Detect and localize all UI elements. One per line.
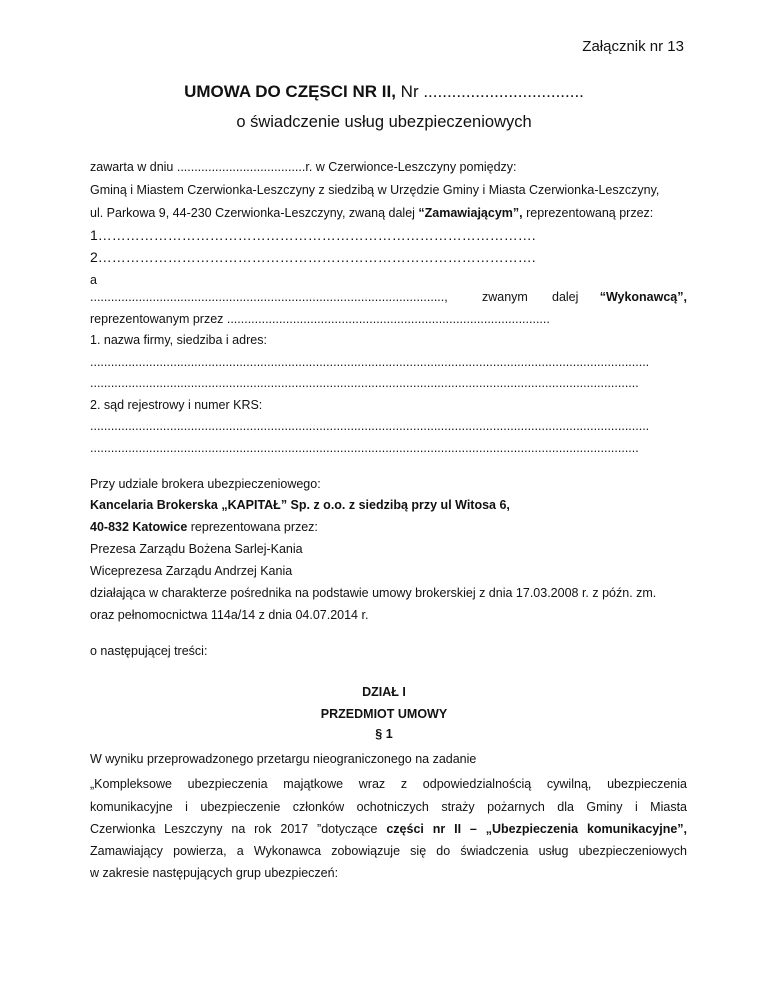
annex-label: Załącznik nr 13	[582, 38, 684, 55]
broker-basis-1: działająca w charakterze pośrednika na podstawie umowy brokerskiej z dnia 17.03.2008 r. z późn. zm.	[90, 586, 657, 600]
section-line-3: komunikacyjne i ubezpieczenie członków ochotniczych straży pożarnych dla Gminy i Miasta	[90, 800, 687, 814]
address-post: reprezentowaną przez:	[522, 206, 654, 220]
section-heading: DZIAŁ I	[362, 685, 406, 699]
dalej-word: dalej	[552, 290, 579, 304]
section-line-4-pre: Czerwionka Leszczyny na rok 2017 ”dotyczące	[90, 822, 387, 836]
address-line	[90, 205, 653, 221]
section-line-5: Zamawiający powierza, a Wykonawca zobowiązuje się do świadczenia usług ubezpieczeniowych	[90, 844, 687, 858]
krs-label: 2. sąd rejestrowy i numer KRS:	[90, 398, 263, 412]
section-line-1: W wyniku przeprowadzonego przetargu nieograniczonego na zadanie	[90, 752, 477, 766]
broker-intro: Przy udziale brokera ubezpieczeniowego:	[90, 477, 321, 491]
broker-basis-2: oraz pełnomocnictwa 114a/14 z dnia 04.07.2014 r.	[90, 608, 369, 622]
and-conjunction: a	[90, 273, 97, 287]
paragraph-symbol: § 1	[375, 727, 393, 741]
broker-city-line	[90, 519, 318, 535]
date-line: zawarta w dniu .....................................r. w Czerwionce-Leszczyny pomiędzy:	[90, 160, 517, 174]
section-line-4	[90, 821, 687, 837]
broker-person-1: Prezesa Zarządu Bożena Sarlej-Kania	[90, 542, 303, 556]
represented-by-line: reprezentowanym przez .............................................................................................	[90, 312, 550, 326]
contract-title	[0, 82, 768, 102]
contractor-dots: ......................................................................................................,	[90, 290, 448, 304]
krs-dots-1: .................................................................................................................................................................	[90, 419, 650, 433]
representative-1: 1………………………………………………………………………………….	[90, 227, 536, 243]
firm-dots-2: ..............................................................................................................................................................	[90, 376, 639, 390]
wykonawca-label: “Wykonawcą”,	[599, 290, 687, 304]
section-line-4-bold: części nr II – „Ubezpieczenia komunikacyjne”,	[386, 822, 688, 836]
address-pre: ul. Parkowa 9, 44-230 Czerwionka-Leszczyny, zwaną dalej	[90, 206, 419, 220]
title-bold: UMOWA DO CZĘSCI NR II,	[184, 82, 396, 101]
section-line-2: „Kompleksowe ubezpieczenia majątkowe wraz z odpowiedzialnością cywilną, ubezpieczenia	[90, 777, 687, 791]
content-intro: o następującej treści:	[90, 644, 208, 658]
broker-person-2: Wiceprezesa Zarządu Andrzej Kania	[90, 564, 293, 578]
zwanym-word: zwanym	[482, 290, 528, 304]
firm-dots-1: .................................................................................................................................................................	[90, 355, 650, 369]
krs-dots-2: ..............................................................................................................................................................	[90, 441, 639, 455]
representative-2: 2………………………………………………………………………………….	[90, 249, 536, 265]
broker-name: Kancelaria Brokerska „KAPITAŁ” Sp. z o.o. z siedzibą przy ul Witosa 6,	[90, 498, 510, 512]
section-subheading: PRZEDMIOT UMOWY	[320, 707, 448, 721]
broker-city-rest: reprezentowana przez:	[187, 520, 318, 534]
broker-city: 40-832 Katowice	[90, 520, 188, 534]
zamawiajacy-label: “Zamawiającym”,	[418, 206, 523, 220]
section-line-6: w zakresie następujących grup ubezpieczeń:	[90, 866, 339, 880]
contract-subtitle: o świadczenie usług ubezpieczeniowych	[236, 113, 532, 131]
firm-label: 1. nazwa firmy, siedziba i adres:	[90, 333, 267, 347]
gmina-line: Gminą i Miastem Czerwionka-Leszczyny z siedzibą w Urzędzie Gminy i Miasta Czerwionka-Leszczyny,	[90, 183, 660, 197]
title-number: Nr ..................................	[395, 82, 584, 101]
